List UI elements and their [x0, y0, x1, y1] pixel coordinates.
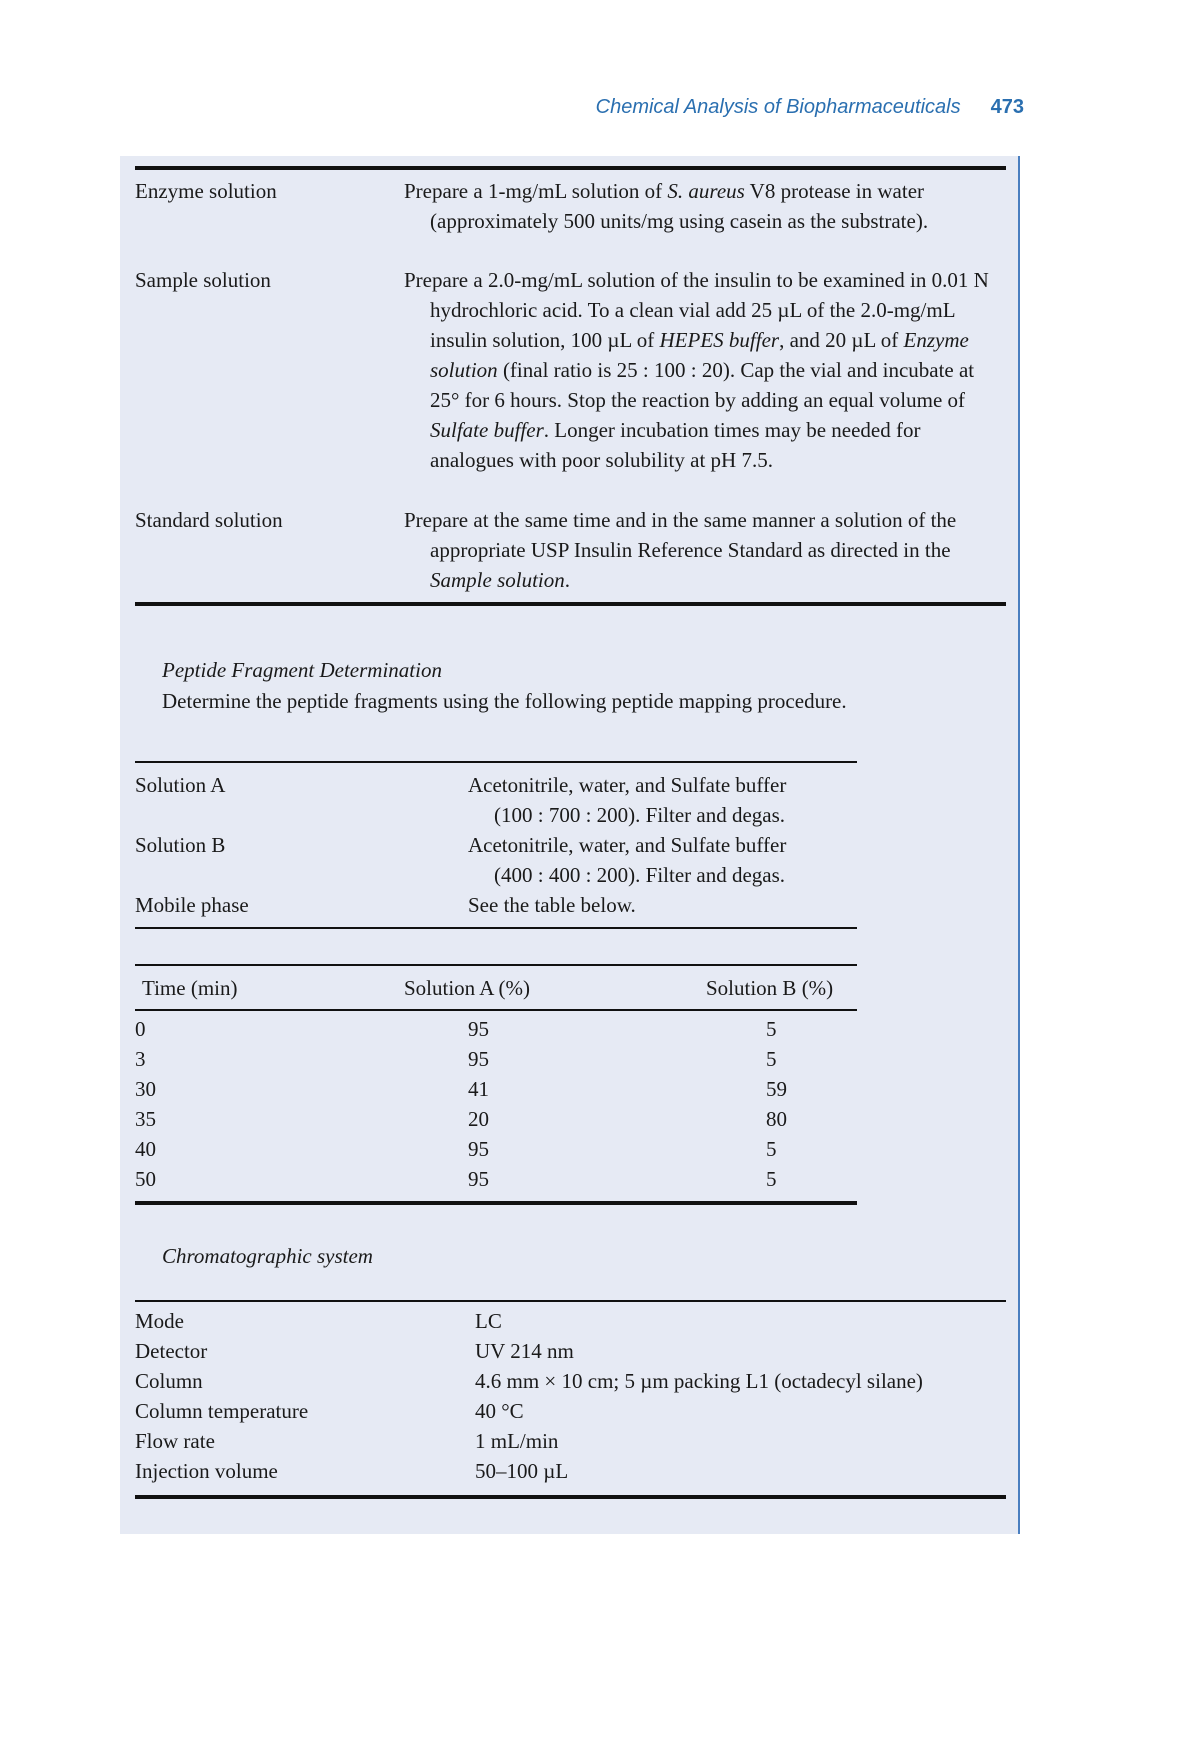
gradient-cell-b: 5	[766, 1137, 777, 1161]
value-column: 4.6 mm × 10 cm; 5 µm packing L1 (octadecyl silane)	[475, 1369, 923, 1393]
term-column-temperature: Column temperature	[135, 1399, 309, 1423]
def-enzyme: Prepare a 1-mg/mL solution of S. aureus V8 protease in water (approximately 500 units/mg using casein as the substrate).	[404, 179, 929, 233]
gradient-cell-time: 0	[135, 1017, 146, 1041]
gradient-header-rule	[135, 1009, 857, 1011]
gradient-cell-time: 40	[135, 1137, 156, 1161]
section-heading: Peptide Fragment Determination	[162, 658, 442, 682]
term-mobile-phase: Mobile phase	[135, 893, 249, 917]
term-sample: Sample solution	[135, 268, 271, 292]
gradient-cell-b: 5	[766, 1167, 777, 1191]
gradient-cell-b: 80	[766, 1107, 787, 1131]
table-bottom-rule	[135, 602, 1006, 606]
term-standard: Standard solution	[135, 508, 283, 532]
gradient-cell-time: 50	[135, 1167, 156, 1191]
gradient-cell-b: 59	[766, 1077, 787, 1101]
term-injection-volume: Injection volume	[135, 1459, 278, 1483]
gradient-cell-a: 95	[468, 1017, 489, 1041]
value-column-temperature: 40 °C	[475, 1399, 524, 1423]
value-mode: LC	[475, 1309, 502, 1333]
gradient-cell-time: 30	[135, 1077, 156, 1101]
term-flow-rate: Flow rate	[135, 1429, 215, 1453]
gradient-cell-b: 5	[766, 1017, 777, 1041]
chromatographic-heading: Chromatographic system	[162, 1244, 373, 1268]
gradient-cell-time: 3	[135, 1047, 146, 1071]
def-standard: Prepare at the same time and in the same manner a solution of the appropriate USP Insulin Reference Standard as directed in the Sample solution.	[404, 508, 957, 592]
value-injection-volume: 50–100 µL	[475, 1459, 569, 1483]
gradient-cell-a: 41	[468, 1077, 489, 1101]
gradient-top-rule	[135, 964, 857, 966]
term-solution-b: Solution B	[135, 833, 226, 857]
value-solution-a-line1: Acetonitrile, water, and Sulfate buffer	[468, 773, 787, 797]
term-column: Column	[135, 1369, 203, 1393]
gradient-cell-a: 20	[468, 1107, 489, 1131]
gradient-header-a: Solution A (%)	[404, 976, 531, 1000]
gradient-cell-b: 5	[766, 1047, 777, 1071]
running-head	[596, 96, 1024, 119]
chromatographic-top-rule	[135, 1300, 1006, 1302]
value-mobile-phase: See the table below.	[468, 893, 636, 917]
term-detector: Detector	[135, 1339, 208, 1363]
chromatographic-bottom-rule	[135, 1495, 1006, 1499]
value-flow-rate: 1 mL/min	[475, 1429, 559, 1453]
value-solution-b-line2: (400 : 400 : 200). Filter and degas.	[494, 863, 786, 887]
gradient-cell-a: 95	[468, 1047, 489, 1071]
content-panel	[120, 156, 1020, 1534]
gradient-header-b: Solution B (%)	[706, 976, 834, 1000]
solutions-top-rule	[135, 761, 857, 763]
gradient-cell-a: 95	[468, 1167, 489, 1191]
gradient-bottom-rule	[135, 1201, 857, 1205]
solutions-bottom-rule	[135, 927, 857, 929]
value-solution-a-line2: (100 : 700 : 200). Filter and degas.	[494, 803, 786, 827]
gradient-cell-time: 35	[135, 1107, 156, 1131]
term-solution-a: Solution A	[135, 773, 226, 797]
def-sample: Prepare a 2.0-mg/mL solution of the insulin to be examined in 0.01 N hydrochloric acid. To a clean vial add 25 µL of the 2.0-mg/mL insulin solution, 100 µL of HEPES buffer, and 20 µL of Enzyme solution (final ratio is 25 : 100 : 20). Cap the vial and incubate at 25° for 6 hours. Stop the reaction by adding an equal volume of Sulfate buffer. Longer incubation times may be needed for analogues with poor solubility at pH 7.5.	[404, 268, 989, 472]
gradient-header-time: Time (min)	[142, 976, 238, 1000]
value-detector: UV 214 nm	[475, 1339, 574, 1363]
term-mode: Mode	[135, 1309, 184, 1333]
table-top-rule	[135, 166, 1006, 170]
page-number: 473	[990, 96, 1024, 118]
book-title: Chemical Analysis of Biopharmaceuticals	[595, 96, 961, 118]
gradient-cell-a: 95	[468, 1137, 489, 1161]
section-intro: Determine the peptide fragments using the following peptide mapping procedure.	[162, 689, 847, 713]
term-enzyme: Enzyme solution	[135, 179, 277, 203]
value-solution-b-line1: Acetonitrile, water, and Sulfate buffer	[468, 833, 787, 857]
